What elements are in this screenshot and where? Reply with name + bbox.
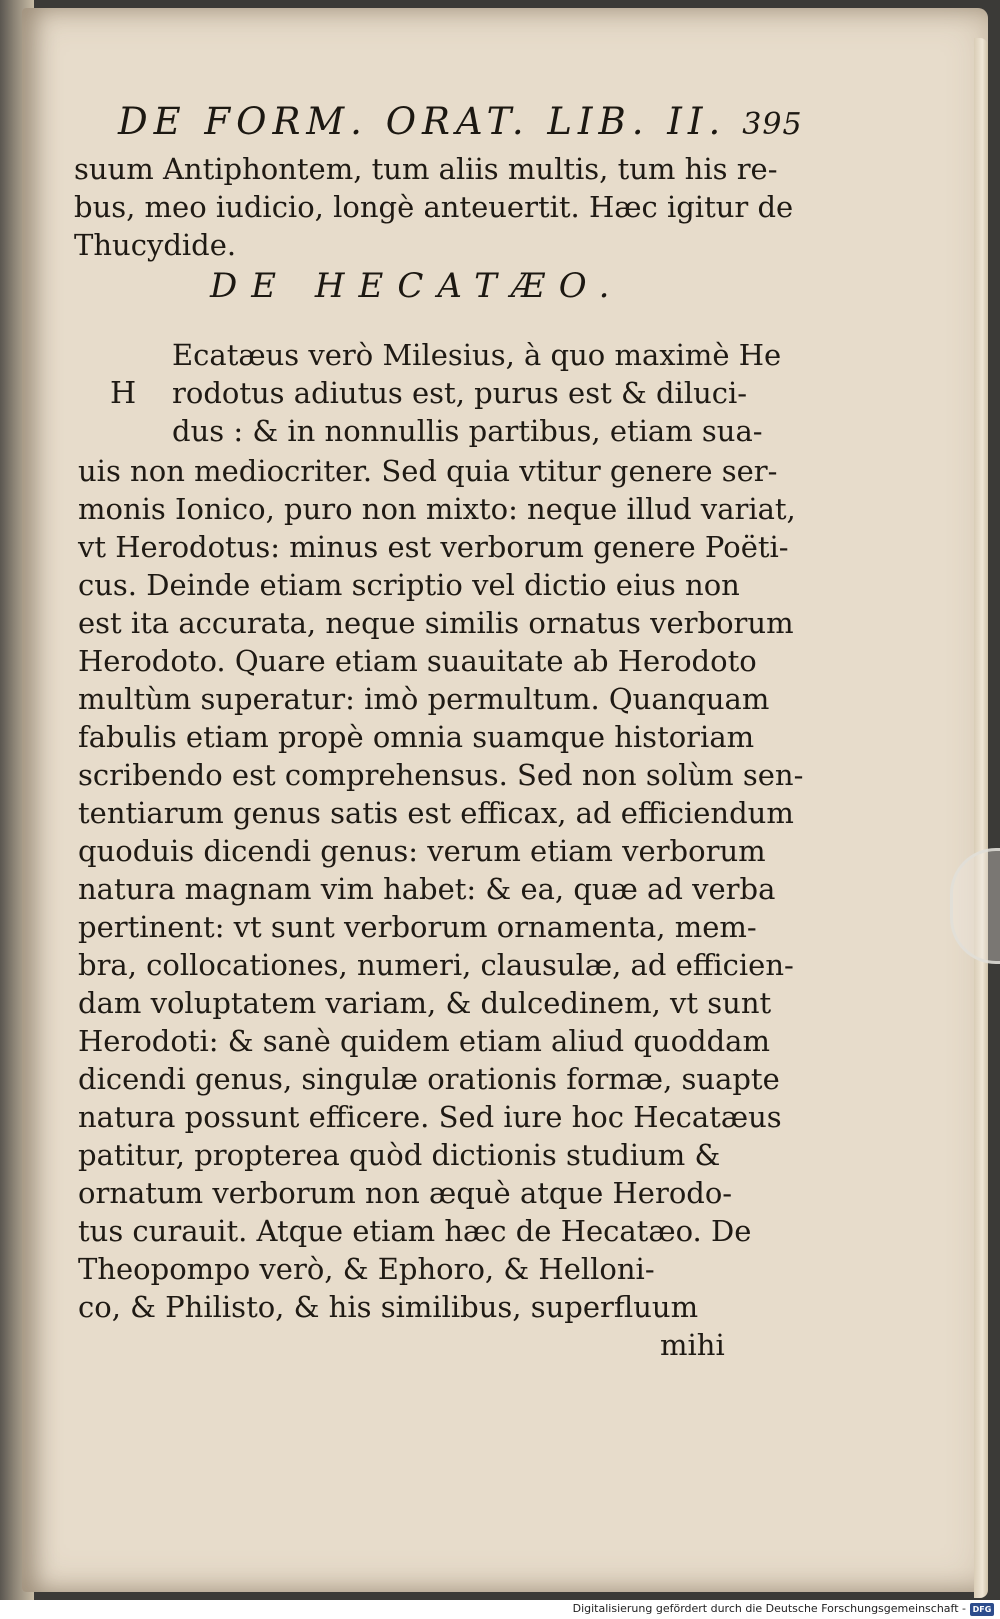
running-head (118, 100, 803, 143)
text-line: ornatum verborum non æquè atque Herodo- (78, 1176, 733, 1210)
text-line: vt Herodotus: minus est verborum genere Poëti- (78, 530, 789, 564)
text-line: uis non mediocriter. Sed quia vtitur genere ser- (78, 454, 778, 488)
text-line: natura possunt efficere. Sed iure hoc Hecatæus (78, 1100, 782, 1134)
text-line: Theopompo verò, & Ephoro, & Helloni- (78, 1252, 655, 1286)
text-line: natura magnam vim habet: & ea, quæ ad verba (78, 872, 776, 906)
text-line: dus : & in nonnullis partibus, etiam sua- (172, 414, 763, 448)
text-line: bus, meo iudicio, longè anteuertit. Hæc igitur de (74, 190, 794, 224)
text-line: dam voluptatem variam, & dulcedinem, vt sunt (78, 986, 772, 1020)
text-line: co, & Philisto, & his similibus, superfluum (78, 1290, 699, 1324)
text-line: Thucydide. (74, 228, 237, 262)
footer-bar (0, 1600, 1000, 1619)
text-line: Herodoto. Quare etiam suauitate ab Herodoto (78, 644, 757, 678)
text-line: tus curauit. Atque etiam hæc de Hecatæo. De (78, 1214, 752, 1248)
text-line: monis Ionico, puro non mixto: neque illud variat, (78, 492, 796, 526)
text-line: pertinent: vt sunt verborum ornamenta, mem- (78, 910, 757, 944)
catchword: mihi (660, 1328, 725, 1362)
text-line: suum Antiphontem, tum aliis multis, tum his re- (74, 152, 778, 186)
text-line: tentiarum genus satis est efficax, ad efficiendum (78, 796, 794, 830)
text-line: scribendo est comprehensus. Sed non solùm sen- (78, 758, 804, 792)
text-line: patitur, propterea quòd dictionis studium & (78, 1138, 721, 1172)
text-line: dicendi genus, singulæ orationis formæ, suapte (78, 1062, 780, 1096)
text-line: est ita accurata, neque similis ornatus verborum (78, 606, 794, 640)
text-line: bra, collocationes, numeri, clausulæ, ad efficien- (78, 948, 794, 982)
running-head-title: DE FORM. ORAT. LIB. II. (118, 100, 727, 143)
text-line: Ecatæus verò Milesius, à quo maximè He (172, 338, 782, 372)
section-title: DE HECATÆO. (210, 266, 624, 306)
text-line: Herodoti: & sanè quidem etiam aliud quoddam (78, 1024, 770, 1058)
text-line: multùm superatur: imò permultum. Quanquam (78, 682, 770, 716)
funding-credit: Digitalisierung gefördert durch die Deutsche Forschungsgemeinschaft - (572, 1602, 966, 1615)
drop-cap: H (110, 376, 137, 411)
page-number: 395 (742, 107, 803, 142)
page-edge (974, 38, 988, 1598)
text-line: fabulis etiam propè omnia suamque historiam (78, 720, 755, 754)
dfg-logo-icon: DFG (970, 1603, 994, 1616)
text-line: quoduis dicendi genus: verum etiam verborum (78, 834, 766, 868)
text-line: cus. Deinde etiam scriptio vel dictio eius non (78, 568, 740, 602)
text-line: rodotus adiutus est, purus est & diluci- (172, 376, 748, 410)
